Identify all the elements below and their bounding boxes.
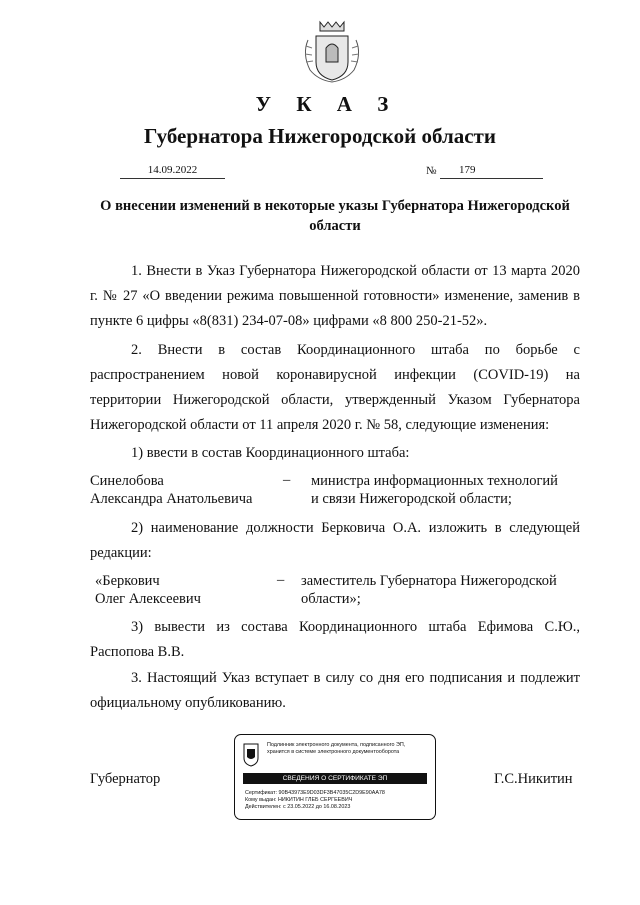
paragraph-2-2: 2) наименование должности Берковича О.А. изложить в следующей редакции: [90, 520, 580, 561]
entry-2-role-line1: заместитель Губернатора Нижегородской [301, 573, 557, 589]
stamp-owner: Кому выдан: НИКИТИН ГЛЕБ СЕРГЕЕВИЧ [245, 797, 353, 803]
stamp-validity: Действителен: с 23.05.2022 до 16.08.2023 [245, 804, 351, 810]
signer-name: Г.С.Никитин [494, 771, 573, 787]
entry-2-name-line1: «Беркович [95, 573, 160, 589]
entry-1-name-line1: Синелобова [90, 473, 164, 489]
region-emblem-icon [243, 743, 259, 767]
document-date: 14.09.2022 [120, 164, 225, 179]
stamp-certificate-bar: СВЕДЕНИЯ О СЕРТИФИКАТЕ ЭП [243, 773, 427, 784]
electronic-signature-stamp [234, 734, 436, 820]
issuer-title: Губернатора Нижегородской области [144, 124, 496, 148]
document-type-title: У К А З [255, 92, 399, 116]
entry-2-role-line2: области»; [301, 591, 361, 607]
stamp-certificate-id: Сертификат: 90B43973E9D03DF3B47035C2D9E90AA78 [245, 790, 385, 796]
stamp-header-line2: хранится в системе электронного документооборота [267, 749, 400, 755]
document-heading: О внесении изменений в некоторые указы Губернатора Нижегородской области [100, 198, 570, 234]
stamp-header-line1: Подлинник электронного документа, подписанного ЭП, [267, 742, 406, 748]
paragraph-2-1: 1) ввести в состав Координационного штаба: [131, 445, 410, 461]
signer-position: Губернатор [90, 771, 161, 787]
paragraph-2: 2. Внести в состав Координационного штаба по борьбе с распространением новой коронавирусной инфекции (COVID-19) на территории Нижегородской области, утвержденный Указом Губернатора Нижегородской области от 11 апреля 2020 г. № 58, следующие изменения: [90, 342, 580, 433]
stamp-header [267, 742, 427, 756]
document-number: 179 [459, 164, 476, 176]
coat-of-arms-emblem [300, 18, 364, 84]
entry-1-role-line2: и связи Нижегородской области; [311, 491, 512, 507]
entry-1-role-line1: министра информационных технологий [311, 473, 558, 489]
entry-1-dash: – [283, 472, 291, 488]
paragraph-1: 1. Внести в Указ Губернатора Нижегородской области от 13 марта 2020 г. № 27 «О введении режима повышенной готовности» изменение, заменив в пункте 6 цифры «8(831) 234-07-08» цифрами «8 800 250-21-52». [90, 263, 580, 329]
entry-1-name-line2: Александра Анатольевича [90, 491, 253, 507]
document-number-field [440, 164, 543, 179]
entry-2-name-line2: Олег Алексеевич [95, 591, 201, 607]
paragraph-3: 3. Настоящий Указ вступает в силу со дня его подписания и подлежит официальному опубликованию. [90, 670, 580, 711]
entry-2-dash: – [277, 572, 285, 588]
number-prefix: № [426, 165, 437, 177]
paragraph-2-3: 3) вывести из состава Координационного штаба Ефимова С.Ю., Распопова В.В. [90, 619, 580, 660]
